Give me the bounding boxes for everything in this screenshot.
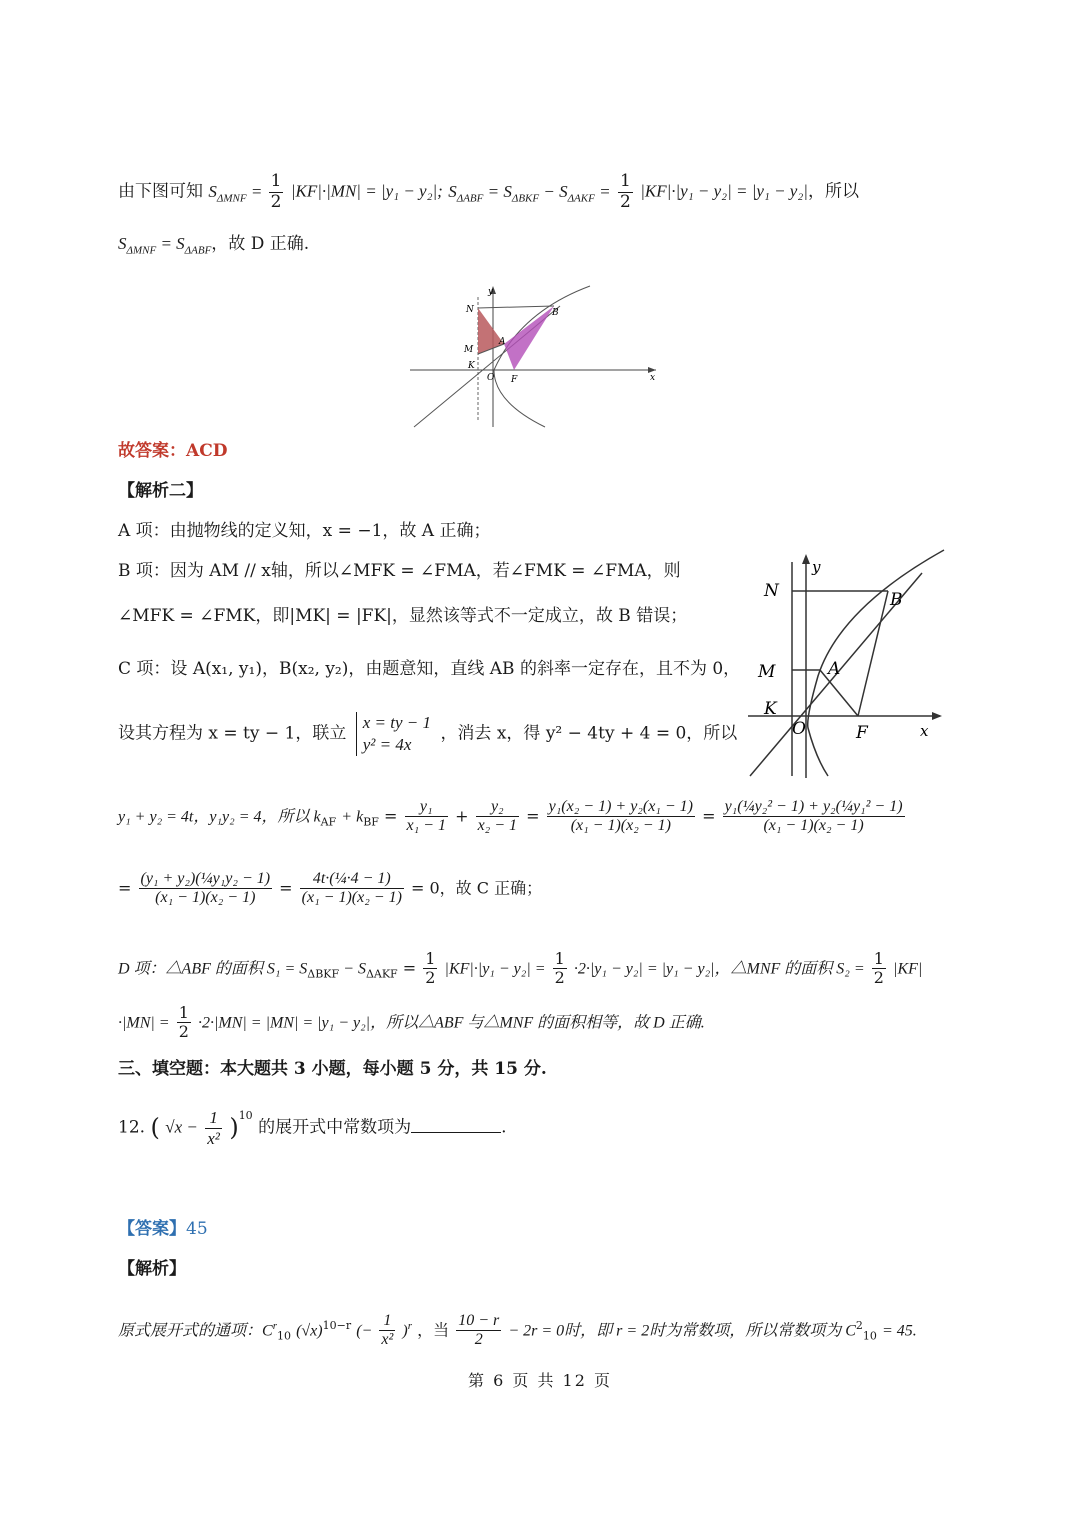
paragraph-area-formula bbox=[118, 172, 859, 212]
label-f: F bbox=[511, 375, 518, 385]
fraction-4 bbox=[723, 798, 905, 836]
numerator: 1 bbox=[619, 171, 631, 191]
math-op: = bbox=[702, 806, 721, 826]
label-n: N bbox=[764, 581, 779, 601]
paragraph-conclusion-d bbox=[118, 232, 309, 259]
answer-value: 45 bbox=[186, 1219, 208, 1239]
math-op: = bbox=[246, 181, 267, 201]
label-b: B bbox=[890, 590, 903, 610]
math-op: = bbox=[279, 878, 298, 898]
text: ，当 bbox=[417, 1320, 450, 1340]
text: 设其方程为 x = ty − 1，联立 bbox=[118, 723, 347, 744]
jiexi-12-title: 【解析】 bbox=[118, 1259, 186, 1279]
text: ，故 D 正确. bbox=[211, 234, 310, 254]
label-o: O bbox=[487, 373, 495, 383]
denominator: 2 bbox=[178, 1022, 189, 1042]
fraction-half bbox=[618, 172, 633, 212]
subscript: ΔBKF bbox=[511, 191, 540, 204]
math: $S_{\Delta ABF} = S_{\Delta BKF} - S_{\Delta AKF}$ = bbox=[448, 181, 611, 204]
system-eq-2: y² = 4x bbox=[362, 735, 412, 755]
text: y₁ + y₂ = 4t，y₁y₂ = 4，所以 k bbox=[118, 808, 321, 826]
text: ) bbox=[402, 1322, 408, 1340]
question-number: 12. bbox=[118, 1117, 146, 1138]
math-op: − S bbox=[339, 960, 366, 978]
item-c-line1: C 项：设 A(x₁, y₁)，B(x₂, y₂)，由题意知，直线 AB 的斜率一定存在，且不为 0， bbox=[118, 659, 741, 679]
math-sqrt: √x − bbox=[165, 1117, 198, 1137]
page-footer: 第 6 页 共 12 页 bbox=[468, 1371, 612, 1390]
q12-expression: ( bbox=[150, 1113, 160, 1142]
fraction-q12 bbox=[205, 1108, 222, 1148]
label-b: B bbox=[552, 308, 559, 318]
fraction-sol-1 bbox=[379, 1312, 395, 1350]
subscript: ΔABF bbox=[184, 244, 212, 257]
item-c-line4 bbox=[118, 870, 542, 908]
fraction-half bbox=[177, 1004, 191, 1042]
superscript: 2 bbox=[855, 1319, 863, 1333]
fraction-3 bbox=[547, 798, 695, 836]
triangle-mnf bbox=[478, 308, 504, 354]
fraction-half bbox=[553, 950, 567, 988]
solution-12 bbox=[118, 1312, 917, 1350]
x-axis-arrow bbox=[932, 712, 942, 720]
item-c-line2 bbox=[118, 712, 737, 756]
denominator: (x₁ − 1)(x₂ − 1) bbox=[547, 816, 695, 835]
numerator: 1 bbox=[270, 171, 282, 191]
math-op: = bbox=[384, 806, 403, 826]
label-x: x bbox=[920, 722, 929, 740]
numerator: 1 bbox=[178, 1003, 189, 1022]
numerator: 10 − r bbox=[458, 1312, 500, 1329]
subscript: ΔAKF bbox=[567, 191, 595, 204]
numerator: y₁(x₂ − 1) + y₂(x₁ − 1) bbox=[548, 798, 693, 815]
label-y: y bbox=[488, 287, 494, 297]
text: |KF| bbox=[893, 960, 923, 978]
fraction-half bbox=[269, 172, 284, 212]
denominator: 2 bbox=[270, 191, 282, 212]
math: + k bbox=[341, 808, 364, 826]
question-12 bbox=[118, 1108, 507, 1148]
section-3-heading: 三、填空题：本大题共 3 小题，每小题 5 分，共 15 分. bbox=[118, 1059, 547, 1079]
denominator: (x₁ − 1)(x₂ − 1) bbox=[139, 888, 273, 907]
text: (− bbox=[356, 1322, 373, 1340]
label-m: M bbox=[758, 662, 776, 682]
item-b-line1: B 项：因为 AM // x轴，所以∠MFK = ∠FMA，若∠FMK = ∠FMA，则 bbox=[118, 561, 681, 581]
figure-1-parabola bbox=[410, 282, 670, 432]
text: ·2·|MN| = |MN| = |y₁ − y₂|，所以△ABF 与△MNF 的面积相等，故 D 正确. bbox=[197, 1014, 705, 1032]
text: ，消去 x，得 y² − 4ty + 4 = 0，所以 bbox=[440, 723, 738, 744]
denominator: x₁ − 1 bbox=[406, 817, 446, 835]
denominator: 2 bbox=[554, 968, 565, 988]
fraction-2 bbox=[476, 798, 519, 836]
fraction-sol-2 bbox=[456, 1312, 501, 1350]
label-y: y bbox=[812, 558, 821, 576]
label-f: F bbox=[856, 723, 868, 743]
denominator: 2 bbox=[873, 968, 884, 988]
math-symbol: S bbox=[208, 181, 217, 201]
subscript: ΔABF bbox=[456, 191, 484, 204]
math: |KF|·|y₁ − y₂| = |y₁ − y₂| bbox=[640, 181, 808, 201]
denominator: (x₁ − 1)(x₂ − 1) bbox=[723, 816, 905, 835]
answer-12 bbox=[118, 1218, 208, 1242]
fraction-5 bbox=[139, 870, 273, 908]
figure-2-parabola bbox=[748, 548, 948, 783]
text: ，所以 bbox=[807, 181, 859, 202]
answer-blank bbox=[411, 1116, 501, 1133]
text: ·2·|y₁ − y₂| = |y₁ − y₂|，△MNF 的面积 S₂ = bbox=[573, 960, 865, 978]
y-axis-arrow bbox=[802, 554, 810, 564]
superscript: 10−r bbox=[322, 1319, 352, 1333]
subscript: 10 bbox=[276, 1329, 291, 1343]
denominator: (x₁ − 1)(x₂ − 1) bbox=[301, 889, 402, 907]
subscript: AF bbox=[320, 815, 337, 829]
item-d-line1 bbox=[118, 950, 922, 988]
numerator: 1 bbox=[209, 1108, 218, 1127]
label-a: A bbox=[828, 659, 841, 679]
label-n: N bbox=[466, 305, 474, 315]
numerator: y₁(¼y₂² − 1) + y₂(¼y₁² − 1) bbox=[724, 798, 903, 815]
denominator: x₂ − 1 bbox=[477, 817, 518, 835]
superscript: r bbox=[272, 1320, 277, 1333]
equation-system bbox=[356, 712, 431, 756]
text: 的展开式中常数项为 bbox=[258, 1117, 412, 1138]
numerator: y₂ bbox=[490, 798, 504, 815]
numerator: 1 bbox=[873, 949, 884, 968]
item-c-line3 bbox=[118, 798, 907, 836]
text: . bbox=[501, 1117, 507, 1138]
subscript: ΔMNF bbox=[216, 191, 247, 204]
math-op: = bbox=[526, 806, 545, 826]
text: = 45. bbox=[881, 1322, 917, 1340]
numerator: (y₁ + y₂)(¼y₁y₂ − 1) bbox=[140, 870, 271, 887]
numerator: 1 bbox=[425, 949, 436, 968]
math-op: + bbox=[455, 806, 469, 826]
line-nb bbox=[478, 306, 554, 308]
denominator: 2 bbox=[456, 1330, 501, 1349]
superscript: r bbox=[407, 1320, 413, 1333]
fraction-1 bbox=[405, 798, 448, 836]
text: (√x) bbox=[296, 1322, 323, 1340]
paren-close: ) bbox=[229, 1113, 239, 1142]
exponent: 10 bbox=[238, 1109, 253, 1122]
line-bf bbox=[858, 591, 888, 716]
numerator: 1 bbox=[383, 1312, 392, 1329]
text: 原式展开式的通项：C bbox=[118, 1322, 273, 1340]
math-op: = bbox=[397, 958, 422, 978]
numerator: 1 bbox=[554, 949, 565, 968]
jiexi-two-title: 【解析二】 bbox=[118, 481, 203, 501]
denominator: x² bbox=[381, 1331, 394, 1349]
denominator: x² bbox=[207, 1128, 220, 1148]
system-eq-1: x = ty − 1 bbox=[362, 713, 432, 732]
math-op: = bbox=[118, 878, 137, 898]
math: $S_{\Delta MNF} = S_{\Delta ABF}$ bbox=[118, 234, 212, 257]
numerator: 4t·(¼·4 − 1) bbox=[312, 870, 391, 887]
fraction-half bbox=[423, 950, 437, 988]
label-o: O bbox=[792, 719, 806, 739]
subscript: ΔAKF bbox=[365, 967, 398, 981]
denominator: 2 bbox=[425, 968, 436, 988]
subscript: ΔBKF bbox=[307, 967, 340, 981]
math: |KF|·|MN| = |y₁ − y₂|; bbox=[290, 181, 443, 201]
label-k: K bbox=[468, 361, 475, 371]
item-b-line2: ∠MFK = ∠FMK，即|MK| = |FK|，显然该等式不一定成立，故 B 错误； bbox=[118, 606, 688, 626]
label-m: M bbox=[464, 345, 474, 355]
answer-label: 【答案】 bbox=[118, 1219, 186, 1239]
text: |KF|·|y₁ − y₂| = bbox=[444, 960, 546, 978]
text: = 0，故 C 正确； bbox=[410, 878, 543, 898]
fraction-half bbox=[872, 950, 886, 988]
label-a: A bbox=[499, 337, 506, 347]
subscript: 10 bbox=[862, 1329, 877, 1343]
subscript: BF bbox=[363, 815, 379, 829]
item-a: A 项：由抛物线的定义知，x = −1，故 A 正确； bbox=[118, 521, 491, 541]
item-d-line2 bbox=[118, 1004, 705, 1042]
numerator: y₁ bbox=[419, 798, 433, 815]
text: ·|MN| = bbox=[118, 1014, 170, 1032]
denominator: 2 bbox=[619, 191, 631, 212]
triangle-abf bbox=[504, 306, 554, 370]
text: 由下图可知 bbox=[118, 181, 203, 202]
answer-line: 故答案：ACD bbox=[118, 441, 228, 461]
text: − 2r = 0时，即 r = 2时为常数项，所以常数项为 C bbox=[508, 1322, 856, 1340]
text: D 项：△ABF 的面积 S₁ = S bbox=[118, 960, 308, 978]
math bbox=[208, 181, 267, 204]
fraction-6 bbox=[300, 870, 404, 908]
label-k: K bbox=[764, 699, 777, 719]
label-x: x bbox=[650, 373, 656, 383]
subscript: ΔMNF bbox=[126, 244, 157, 257]
